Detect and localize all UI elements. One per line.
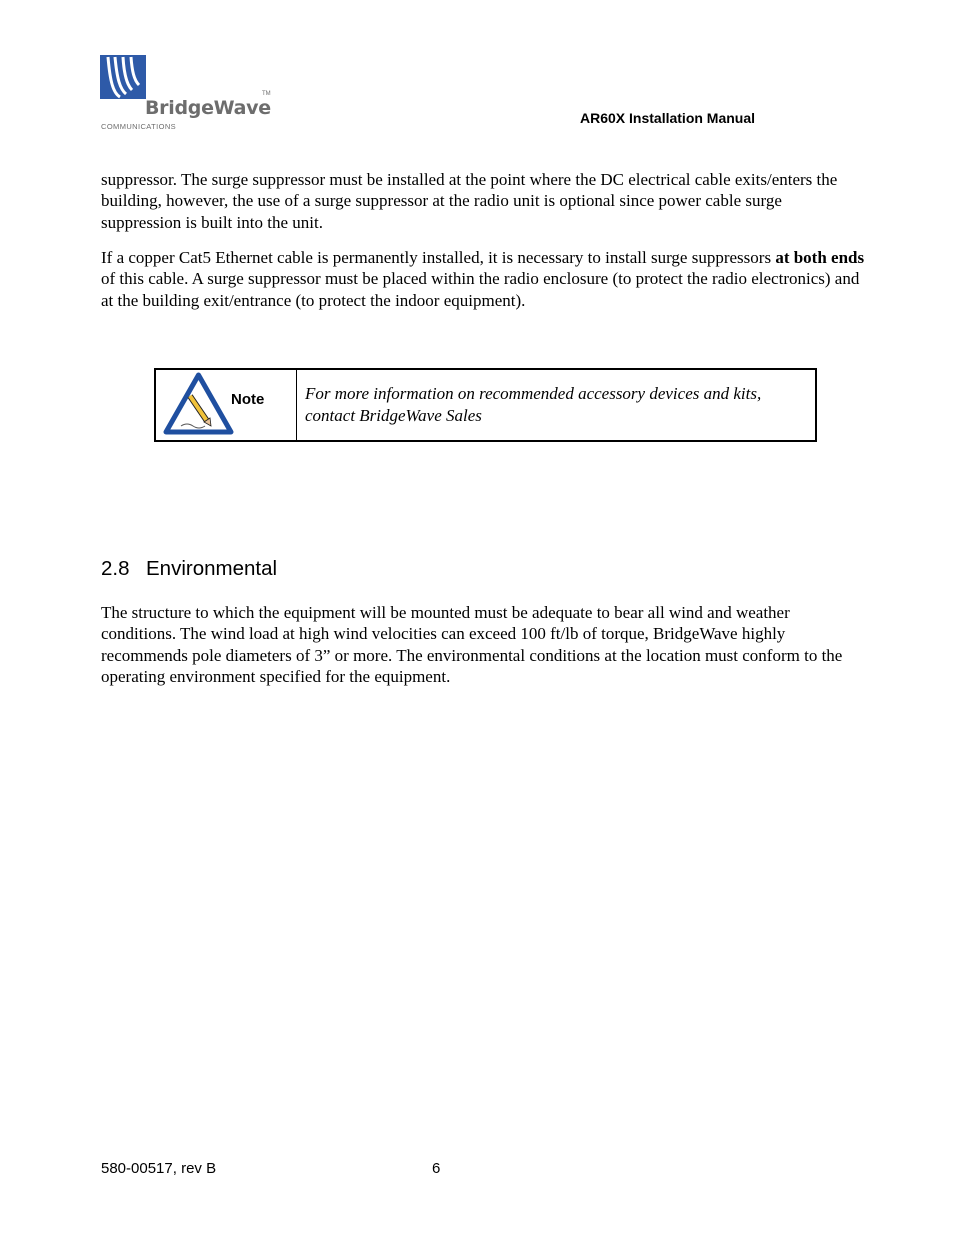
footer-page-number: 6 [432, 1160, 441, 1177]
logo-wordmark: BridgeWave [145, 97, 271, 119]
paragraph-text: If a copper Cat5 Ethernet cable is permanently installed, it is necessary to install surge suppressors [101, 248, 776, 267]
section-title: Environmental [146, 557, 278, 580]
note-label: Note [231, 391, 265, 408]
paragraph-cat5-cable [101, 247, 866, 311]
document-title: AR60X Installation Manual [580, 110, 756, 126]
logo-trademark: TM [262, 91, 271, 97]
section-heading [101, 557, 277, 581]
note-text: For more information on recommended accessory devices and kits, contact BridgeWave Sales [305, 384, 762, 425]
bridgewave-logo [100, 55, 275, 135]
section-number: 2.8 [101, 557, 130, 580]
logo-tagline: COMMUNICATIONS [101, 122, 177, 131]
footer-document-number: 580-00517, rev B [101, 1160, 217, 1177]
note-label-cell [156, 370, 297, 440]
paragraph-environmental: The structure to which the equipment will be mounted must be adequate to bear all wind and weather conditions. The wind load at high wind velocities can exceed 100 ft/lb of torque, BridgeWave highly recommends pole diameters of 3” or more. The environmental conditions at the location must conform to the operating environment specified for the equipment. [101, 603, 843, 686]
paragraph-surge-suppressor: suppressor. The surge suppressor must be installed at the point where the DC electrical cable exits/enters the building, however, the use of a surge suppressor at the radio unit is optional since power cable surge suppression is built into the unit. [101, 170, 838, 232]
note-callout [154, 368, 817, 442]
paragraph-emphasis: at both ends [775, 248, 865, 267]
logo-mark-icon [100, 55, 146, 99]
paragraph-text: of this cable. A surge suppressor must be placed within the radio enclosure (to protect the radio electronics) and at the building exit/entrance (to protect the indoor equipment). [101, 269, 860, 310]
pencil-warning-icon [163, 372, 234, 435]
